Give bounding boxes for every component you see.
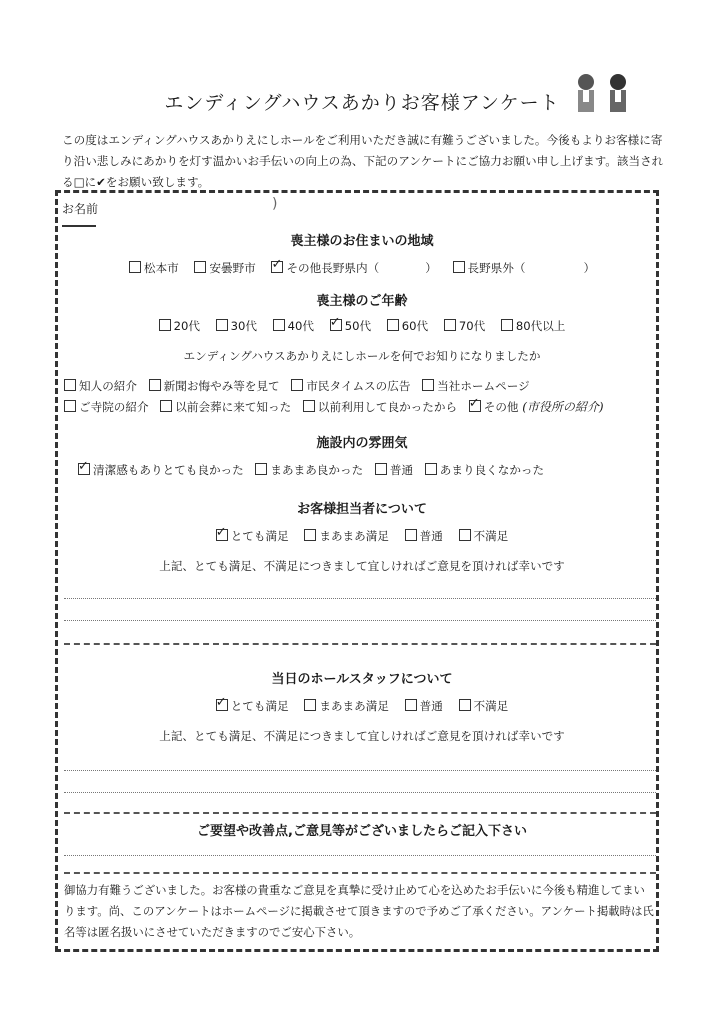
survey-title: エンディングハウスあかりお客様アンケート [164, 92, 560, 114]
checkbox[interactable] [387, 319, 399, 331]
checkbox[interactable] [255, 463, 267, 475]
hall-staff-option[interactable]: 不満足 [459, 699, 509, 713]
checkbox[interactable] [425, 463, 437, 475]
checkbox[interactable] [216, 319, 228, 331]
hall-staff-comment-prompt: 上記、とても満足、不満足につきまして宜しければご意見を頂ければ幸いです [159, 729, 565, 743]
atmosphere-title: 施設内の雰囲気 [316, 436, 408, 451]
staff-comment-line[interactable] [64, 620, 656, 621]
hall-staff-options [0, 698, 724, 714]
age-options [0, 318, 724, 334]
checkbox-checked[interactable] [330, 319, 342, 331]
checkbox[interactable] [459, 699, 471, 711]
checkbox[interactable] [304, 529, 316, 541]
checkbox-checked[interactable] [78, 463, 90, 475]
hall-staff-title: 当日のホールスタッフについて [271, 672, 453, 687]
checkbox[interactable] [160, 400, 172, 412]
checkbox[interactable] [273, 319, 285, 331]
staff-title: お客様担当者について [297, 502, 427, 517]
checkbox[interactable] [459, 529, 471, 541]
age-option[interactable]: 20代 [159, 319, 200, 333]
staff-option[interactable]: まあまあ満足 [304, 529, 389, 543]
checkbox-checked[interactable] [216, 699, 228, 711]
handwritten-other: (市役所の紹介) [522, 400, 604, 414]
staff-option[interactable]: 不満足 [459, 529, 509, 543]
section-divider [64, 812, 656, 814]
source-option[interactable]: 市民タイムスの広告 [291, 379, 410, 393]
age-option[interactable]: 40代 [273, 319, 314, 333]
checkbox[interactable] [304, 699, 316, 711]
checkbox[interactable] [64, 379, 76, 391]
atmosphere-option[interactable]: あまり良くなかった [425, 463, 544, 477]
checkbox[interactable] [501, 319, 513, 331]
region-option[interactable]: 長野県外（ ） [453, 261, 596, 275]
source-options-row2 [64, 398, 612, 415]
footer-text: 御協力有難うございました。お客様の貴重なご意見を真摯に受け止めて心を込めたお手伝いに今後も精進してまいります。尚、このアンケートはホームページに掲載させて頂きますので予めご了承ください。アンケート掲載時は氏名等は匿名扱いにさせていただきますのでご安心下さい。 [64, 883, 654, 939]
region-option[interactable]: ✓ その他長野県内（ ） [271, 261, 436, 275]
source-option[interactable]: 当社ホームページ [422, 379, 530, 393]
source-option[interactable]: 新聞お悔やみ等を見て [149, 379, 280, 393]
staff-comment-prompt: 上記、とても満足、不満足につきまして宜しければご意見を頂ければ幸いです [159, 559, 565, 573]
checkbox[interactable] [149, 379, 161, 391]
checkbox[interactable] [159, 319, 171, 331]
atmosphere-option[interactable]: ✓清潔感もありとても良かった [78, 463, 244, 477]
staff-illustration [568, 70, 638, 120]
age-option[interactable]: 80代以上 [501, 319, 566, 333]
checkbox-checked[interactable] [271, 261, 283, 273]
checkbox[interactable] [375, 463, 387, 475]
source-options-row1 [64, 378, 538, 394]
section-divider [64, 872, 656, 874]
age-option[interactable]: 60代 [387, 319, 428, 333]
source-option[interactable]: ✓ その他 (市役所の紹介) [469, 400, 604, 414]
source-option[interactable]: ご寺院の紹介 [64, 400, 149, 414]
name-label: お名前 [62, 202, 99, 216]
hall-staff-option[interactable]: まあまあ満足 [304, 699, 389, 713]
checkbox[interactable] [405, 529, 417, 541]
checkbox-checked[interactable] [469, 400, 481, 412]
staff-options [0, 528, 724, 544]
checkbox[interactable] [194, 261, 206, 273]
hall-staff-option[interactable]: 普通 [405, 699, 443, 713]
source-option[interactable]: 知人の紹介 [64, 379, 137, 393]
source-option[interactable]: 以前利用して良かったから [303, 400, 457, 414]
staff-option[interactable]: ✓とても満足 [216, 529, 289, 543]
region-options [0, 260, 724, 276]
checkbox[interactable] [129, 261, 141, 273]
age-option[interactable]: 70代 [444, 319, 485, 333]
atmosphere-option[interactable]: まあまあ良かった [255, 463, 363, 477]
checkbox[interactable] [64, 400, 76, 412]
age-title: 喪主様のご年齢 [316, 294, 408, 309]
name-field-bracket: ) [272, 196, 278, 212]
requests-line[interactable] [64, 855, 656, 856]
region-option[interactable]: 安曇野市 [194, 261, 255, 275]
source-question: エンディングハウスあかりえにしホールを何でお知りになりましたか [183, 349, 541, 363]
hall-staff-comment-line[interactable] [64, 770, 656, 771]
checkbox[interactable] [444, 319, 456, 331]
hall-staff-comment-line[interactable] [64, 792, 656, 793]
checkbox[interactable] [422, 379, 434, 391]
requests-title: ご要望や改善点,ご意見等がございましたらご記入下さい [197, 824, 527, 839]
checkbox[interactable] [291, 379, 303, 391]
age-option[interactable]: ✓ 50代 [330, 319, 371, 333]
staff-option[interactable]: 普通 [405, 529, 443, 543]
atmosphere-option[interactable]: 普通 [375, 463, 413, 477]
atmosphere-options [78, 462, 552, 478]
checkbox[interactable] [453, 261, 465, 273]
hall-staff-option[interactable]: ✓とても満足 [216, 699, 289, 713]
region-option[interactable]: 松本市 [129, 261, 179, 275]
checkbox-checked[interactable] [216, 529, 228, 541]
source-option[interactable]: 以前会葬に来て知った [160, 400, 291, 414]
region-title: 喪主様のお住まいの地域 [290, 234, 434, 249]
checkbox[interactable] [405, 699, 417, 711]
intro-text: この度はエンディングハウスあかりえにしホールをご利用いただき誠に有難うございました。今後もよりお客様に寄り沿い悲しみにあかりを灯す温かいお手伝いの向上の為、下記のアンケートにご協力お願い申し上げます。該当される□に✔をお願い致します。 [62, 133, 664, 189]
age-option[interactable]: 30代 [216, 319, 257, 333]
staff-comment-line[interactable] [64, 598, 656, 599]
checkbox[interactable] [303, 400, 315, 412]
name-underline [62, 225, 96, 227]
section-divider [64, 643, 656, 645]
